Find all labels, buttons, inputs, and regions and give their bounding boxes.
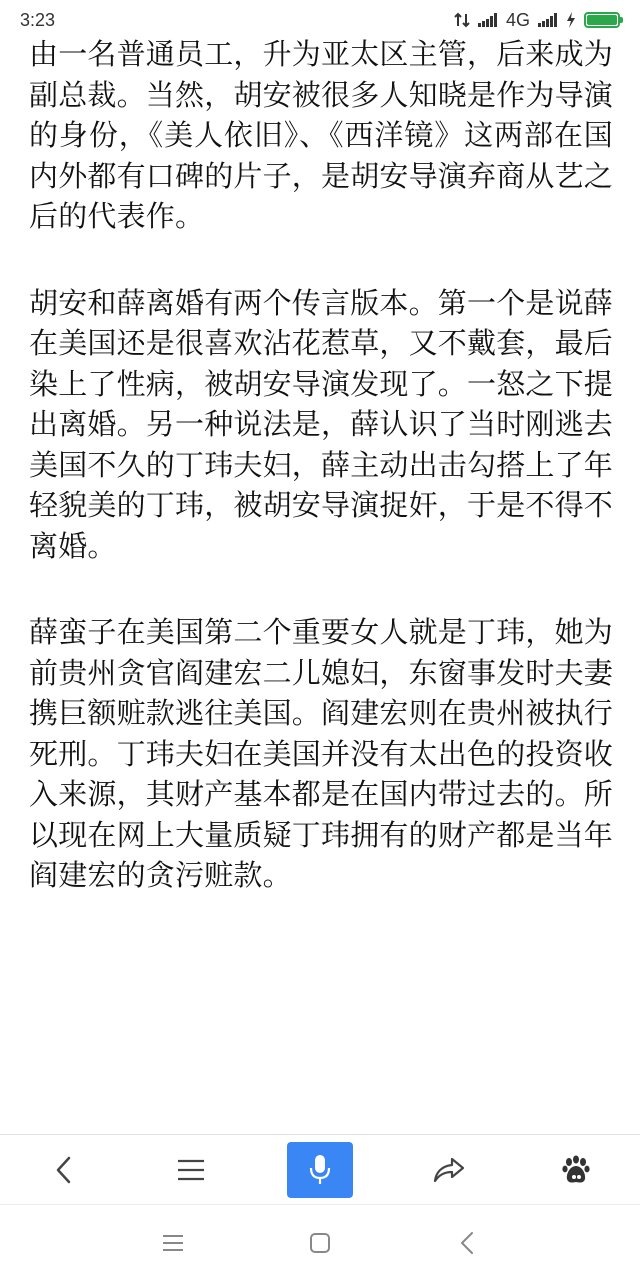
data-transfer-icon <box>454 12 470 28</box>
article-paragraph: 胡安和薛离婚有两个传言版本。第一个是说薛在美国还是很喜欢沾花惹草，又不戴套，最后染上了性病，被胡安导演发现了。一怒之下提出离婚。另一种说法是，薛认识了当时刚逃去美国不久的丁玮夫妇，薛主动出击勾搭上了年轻貌美的丁玮，被胡安导演捉奸，于是不得不离婚。 <box>29 285 613 563</box>
back-icon <box>53 1155 75 1185</box>
baidu-paw-icon <box>561 1155 591 1185</box>
system-back-button[interactable] <box>437 1218 497 1268</box>
charging-icon <box>566 12 576 28</box>
back-icon <box>459 1231 475 1255</box>
home-button[interactable] <box>290 1218 350 1268</box>
recent-apps-button[interactable] <box>143 1218 203 1268</box>
battery-fill <box>587 15 617 25</box>
home-icon <box>309 1232 331 1254</box>
network-type-label: 4G <box>505 9 530 30</box>
system-nav-bar <box>0 1204 640 1280</box>
menu-button[interactable] <box>159 1142 223 1198</box>
share-button[interactable] <box>417 1142 481 1198</box>
signal-icon <box>478 13 498 27</box>
microphone-icon <box>308 1153 332 1187</box>
back-button[interactable] <box>32 1142 96 1198</box>
voice-search-button[interactable] <box>287 1142 353 1198</box>
signal-icon <box>538 13 558 27</box>
share-icon <box>433 1156 465 1184</box>
recent-apps-icon <box>162 1234 184 1252</box>
menu-icon <box>177 1158 205 1182</box>
status-icons <box>454 10 620 31</box>
article-paragraph: 由一名普通员工，升为亚太区主管，后来成为副总裁。当然，胡安被很多人知晓是作为导演的身份，《美人依旧》、《西洋镜》这两部在国内外都有口碑的片子，是胡安导演弃商从艺之后的代表作。 <box>29 37 613 233</box>
status-time: 3:23 <box>20 9 56 30</box>
article-content <box>29 34 613 1130</box>
battery-icon <box>584 12 620 28</box>
browser-toolbar <box>0 1134 640 1205</box>
article-paragraph: 薛蛮子在美国第二个重要女人就是丁玮，她为前贵州贪官阎建宏二儿媳妇，东窗事发时夫妻携巨额赃款逃往美国。阎建宏则在贵州被执行死刑。丁玮夫妇在美国并没有太出色的投资收入来源，其财产基本都是在国内带过去的。所以现在网上大量质疑丁玮拥有的财产都是当年阎建宏的贪污赃款。 <box>29 615 613 892</box>
baidu-home-button[interactable] <box>544 1142 608 1198</box>
